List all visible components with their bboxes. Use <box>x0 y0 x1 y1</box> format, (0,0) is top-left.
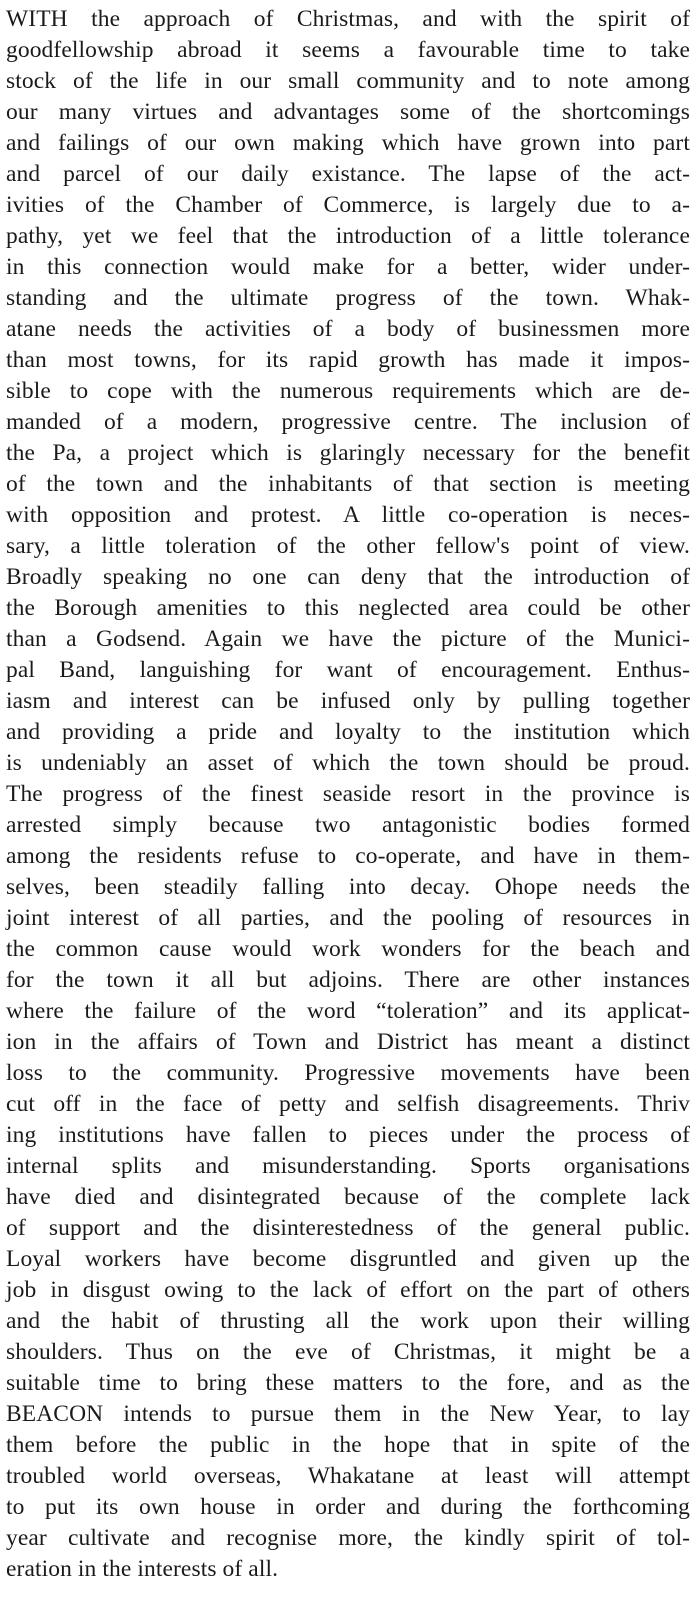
article-line: goodfellowship abroad it seems a favourable time to take <box>6 37 690 63</box>
article-line: of support and the disinterestedness of the general public. <box>6 1215 690 1241</box>
article-line: ivities of the Chamber of Commerce, is largely due to a- <box>6 192 690 218</box>
article-line: of the town and the inhabitants of that section is meeting <box>6 471 690 497</box>
article-line: sary, a little toleration of the other fellow's point of view. <box>6 533 690 559</box>
article-line: sible to cope with the numerous requirements which are de- <box>6 378 690 404</box>
article-line: job in disgust owing to the lack of effort on the part of others <box>6 1277 690 1303</box>
article-line: ion in the affairs of Town and District has meant a distinct <box>6 1029 690 1055</box>
article-line: iasm and interest can be infused only by pulling together <box>6 688 690 714</box>
article-line: shoulders. Thus on the eve of Christmas, it might be a <box>6 1339 690 1365</box>
article-line: to put its own house in order and during the forthcoming <box>6 1494 690 1520</box>
article-line: loss to the community. Progressive movements have been <box>6 1060 690 1086</box>
article-line: suitable time to bring these matters to the fore, and as the <box>6 1370 690 1396</box>
article-line: BEACON intends to pursue them in the New Year, to lay <box>6 1401 690 1427</box>
article-line: and failings of our own making which have grown into part <box>6 130 690 156</box>
article-line: is undeniably an asset of which the town should be proud. <box>6 750 690 776</box>
article-line: and parcel of our daily existance. The lapse of the act- <box>6 161 690 187</box>
article-line: Broadly speaking no one can deny that the introduction of <box>6 564 690 590</box>
article-line: arrested simply because two antagonistic bodies formed <box>6 812 690 838</box>
article-line: pathy, yet we feel that the introduction of a little tolerance <box>6 223 690 249</box>
article-line: troubled world overseas, Whakatane at least will attempt <box>6 1463 690 1489</box>
article-line: the common cause would work wonders for the beach and <box>6 936 690 962</box>
article-line: cut off in the face of petty and selfish disagreements. Thriv <box>6 1091 690 1117</box>
article-line: where the failure of the word “toleration” and its applicat- <box>6 998 690 1024</box>
article-line: Loyal workers have become disgruntled and given up the <box>6 1246 690 1272</box>
article-line: the Pa, a project which is glaringly necessary for the benefit <box>6 440 690 466</box>
article-line: eration in the interests of all. <box>6 1556 279 1582</box>
article-line: manded of a modern, progressive centre. The inclusion of <box>6 409 690 435</box>
article-line: pal Band, languishing for want of encouragement. Enthus- <box>6 657 690 683</box>
article-line: than a Godsend. Again we have the picture of the Munici- <box>6 626 690 652</box>
article-line: internal splits and misunderstanding. Sports organisations <box>6 1153 690 1179</box>
article-line: than most towns, for its rapid growth has made it impos- <box>6 347 690 373</box>
article-line: The progress of the finest seaside resort in the province is <box>6 781 690 807</box>
article-line: our many virtues and advantages some of the shortcomings <box>6 99 690 125</box>
article-line: and the habit of thrusting all the work upon their willing <box>6 1308 690 1334</box>
article-line: atane needs the activities of a body of businessmen more <box>6 316 690 342</box>
article-line: among the residents refuse to co-operate, and have in them- <box>6 843 690 869</box>
article-line: and providing a pride and loyalty to the institution which <box>6 719 690 745</box>
article-line: for the town it all but adjoins. There are other instances <box>6 967 690 993</box>
article-line: have died and disintegrated because of the complete lack <box>6 1184 690 1210</box>
article-line: in this connection would make for a better, wider under- <box>6 254 690 280</box>
article-line: year cultivate and recognise more, the kindly spirit of tol- <box>6 1525 690 1551</box>
article-line: WITH the approach of Christmas, and with the spirit of <box>6 6 690 32</box>
article-line: standing and the ultimate progress of the town. Whak- <box>6 285 690 311</box>
article-line: ing institutions have fallen to pieces under the process of <box>6 1122 690 1148</box>
article-line: joint interest of all parties, and the pooling of resources in <box>6 905 690 931</box>
article-line: with opposition and protest. A little co-operation is neces- <box>6 502 690 528</box>
editorial-column <box>6 4 690 1585</box>
article-line: stock of the life in our small community and to note among <box>6 68 690 94</box>
article-line: selves, been steadily falling into decay. Ohope needs the <box>6 874 690 900</box>
article-line: the Borough amenities to this neglected area could be other <box>6 595 690 621</box>
article-line: them before the public in the hope that in spite of the <box>6 1432 690 1458</box>
